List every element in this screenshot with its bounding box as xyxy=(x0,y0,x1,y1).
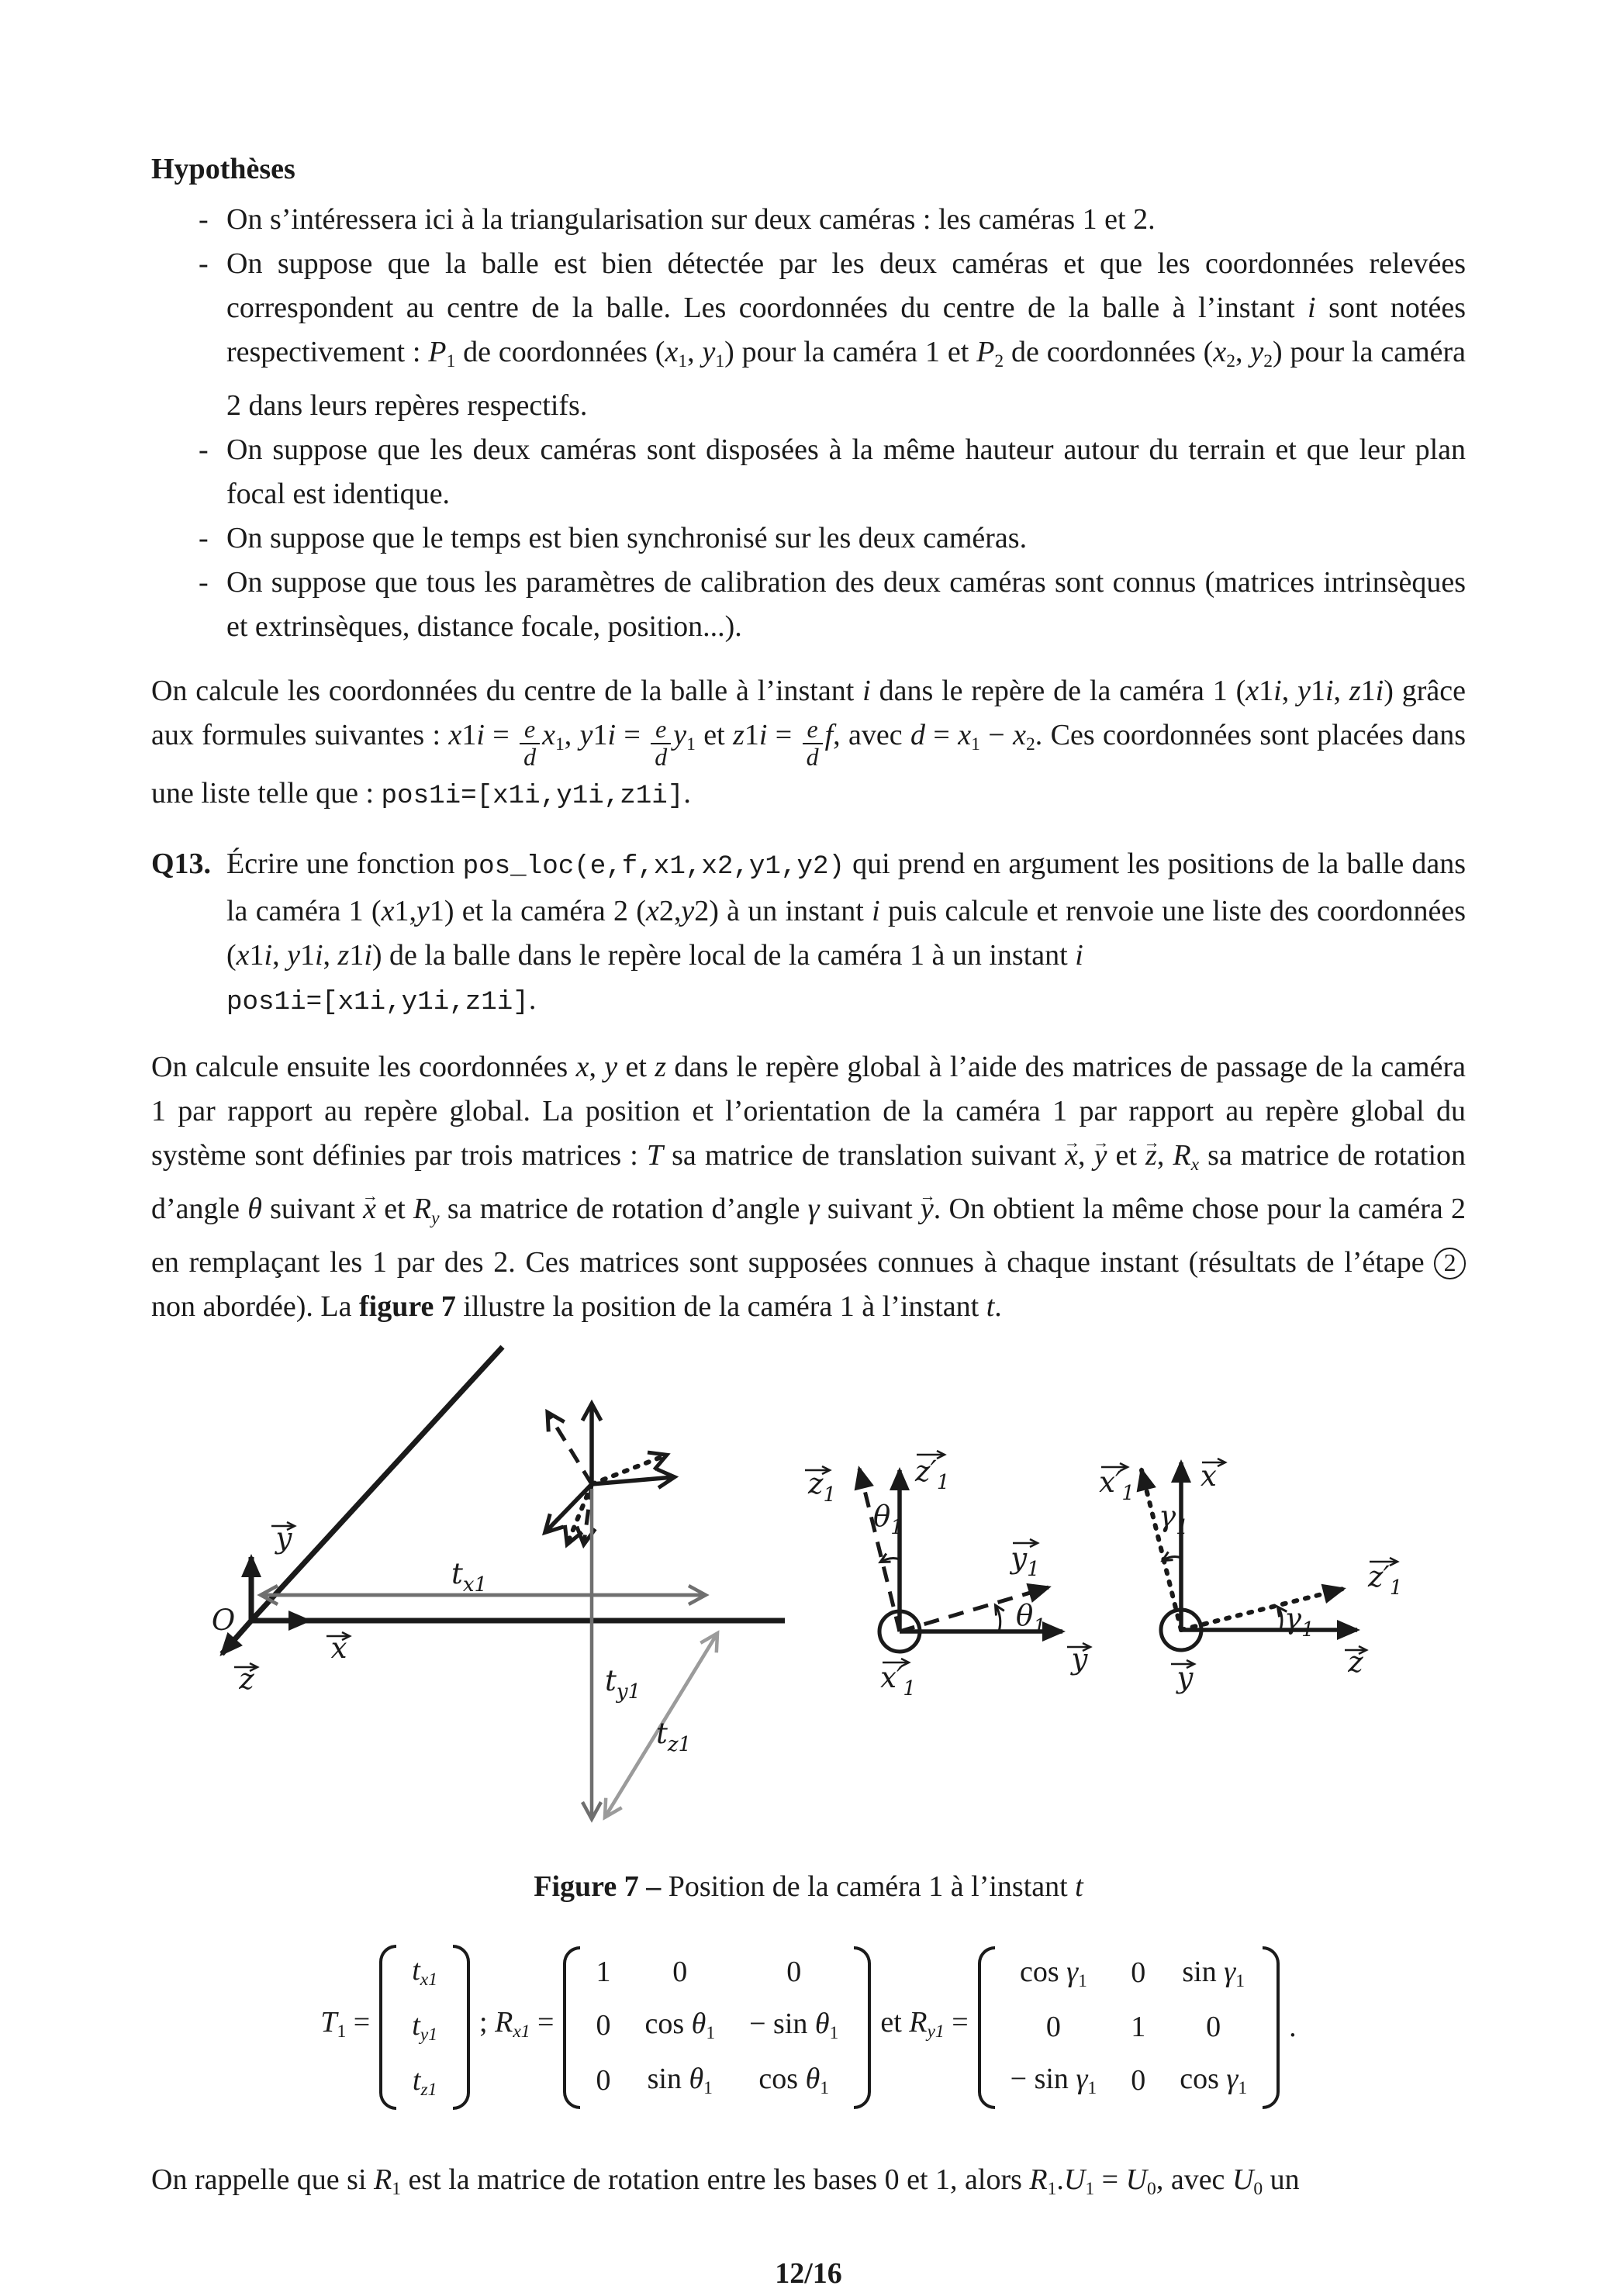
x1-prime-dotted-arrow xyxy=(1142,1470,1181,1630)
right-paren xyxy=(854,1946,871,2109)
rx1-matrix xyxy=(563,1946,871,2109)
bullet-dash: - xyxy=(199,566,209,599)
matrix-cell: 0 xyxy=(1131,2064,1146,2097)
matrix-cell: 0 xyxy=(672,1955,688,1988)
y1-vector-label xyxy=(1009,1542,1039,1581)
hypotheses-list xyxy=(151,198,1466,649)
matrix-cell: tz1 xyxy=(412,2064,437,2101)
figure-7 xyxy=(0,1337,1603,1854)
camera-frame xyxy=(546,1405,673,1543)
question-text: Écrire une fonction pos_loc(e,f,x1,x2,y1,y2) qui prend en argument les positions de la balle dans la caméra 1 (x1,y1) et la caméra 2 (x2,y2) à un instant i puis calcule et renvoie une liste des coordonnées (x1i, y1i, z1i) de la balle dans le repère local de la caméra 1 à un instant i pos1i=[x1i,y1i,z1i]. xyxy=(226,847,1466,1017)
list-item-text: On suppose que tous les paramètres de calibration des deux caméras sont connus (matrices intrinsèques et extrinsèques, distance focale, position...). xyxy=(226,566,1466,644)
gamma-rotation-diagram xyxy=(1099,1459,1402,1694)
matrix-cell: tx1 xyxy=(412,1953,438,1990)
gamma-angle-arc-top xyxy=(1163,1556,1181,1559)
svg-text:x′1: $x'_1$ xyxy=(1099,1465,1135,1505)
bullet-dash: - xyxy=(199,203,209,236)
t1-matrix-cells xyxy=(396,1945,453,2110)
matrix-cell: ty1 xyxy=(412,2008,438,2045)
rx1-lhs: ; Rx1 = xyxy=(479,2005,554,2042)
list-item-text: On s’intéressera ici à la triangularisation sur deux caméras : les caméras 1 et 2. xyxy=(226,203,1156,236)
matrix-cell: sin γ1 xyxy=(1182,1955,1245,1991)
left-paren xyxy=(379,1945,396,2110)
equation-period: . xyxy=(1289,2011,1297,2044)
ry1-lhs: et Ry1 = xyxy=(880,2005,969,2042)
z1-prime-dotted-arrow xyxy=(1181,1589,1343,1630)
camera-dashed-upleft-arrow xyxy=(548,1414,592,1484)
list-item xyxy=(199,428,1466,516)
matrix-cell: cos γ1 xyxy=(1019,1955,1087,1991)
section-heading: Hypothèses xyxy=(151,153,295,185)
z-vector-label xyxy=(234,1662,257,1696)
origin-label: O xyxy=(211,1603,236,1637)
svg-text:z′1: $z'_1$ xyxy=(915,1454,950,1494)
paragraph-rotation-reminder: On rappelle que si R1 est la matrice de rotation entre les bases 0 et 1, alors R1.U1 = U0, avec U0 un xyxy=(151,2163,1300,2200)
z-vector-label xyxy=(1345,1645,1366,1679)
gamma1-label-bottom: $\gamma_1$ xyxy=(1284,1601,1315,1642)
z1-prime-vector-label xyxy=(1367,1560,1402,1600)
theta-rotation-diagram xyxy=(805,1455,1090,1700)
tx1-label: $t_{x1}$ xyxy=(451,1556,488,1597)
svg-text:y1: $y_1$ xyxy=(1011,1541,1040,1581)
left-paren xyxy=(563,1946,580,2109)
t1-matrix xyxy=(379,1945,470,2110)
paragraph-local-coordinates: On calcule les coordonnées du centre de la balle à l’instant i dans le repère de la caméra 1 (x1i, y1i, z1i) grâce aux formules suivantes : x1i = $\frac{e}{d}$ x1, y1i = $\frac{e}{d}$ y1 et z1i = $\frac{e}{d}$ f, avec d = x1 − x2. Ces coordonnées sont placées dans une liste telle que : pos1i=[x1i,y1i,z1i]. xyxy=(151,675,1467,811)
figure-caption-variable: t xyxy=(1075,1870,1083,1903)
bullet-dash: - xyxy=(199,433,209,467)
figure-caption-text: Position de la caméra 1 à l’instant xyxy=(661,1870,1076,1903)
theta-angle-arc-bottom xyxy=(996,1606,1000,1631)
matrix-cell: cos θ1 xyxy=(758,2063,830,2099)
right-paren xyxy=(1263,1946,1280,2109)
page-number: 12/16 xyxy=(775,2257,842,2291)
svg-text:z′1: $z'_1$ xyxy=(1368,1559,1403,1600)
ry1-matrix xyxy=(978,1946,1280,2109)
matrix-cell: 0 xyxy=(596,2064,611,2097)
theta1-label-top: $\theta_1$ xyxy=(873,1499,903,1539)
matrix-cell: 1 xyxy=(1131,2010,1146,2043)
matrix-cell: 0 xyxy=(786,1955,802,1988)
x-vector-label xyxy=(1201,1459,1225,1493)
ty1-label: $t_{y1}$ xyxy=(605,1663,641,1704)
list-item xyxy=(199,198,1466,242)
x1-prime-vector-label xyxy=(880,1661,916,1700)
list-item-text: On suppose que le temps est bien synchronisé sur les deux caméras. xyxy=(226,522,1028,555)
paragraph-global-coordinates: On calcule ensuite les coordonnées x, y et z dans le repère global à l’aide des matrices de passage de la caméra 1 par rapport au repère global. La position et l’orientation de la caméra 1 par rapport au repère global du système sont définies par trois matrices : T sa matrice de translation suivant x →, y → et z →, Rx sa matrice de rotation d’angle θ suivant x → et Ry sa matrice de rotation d’angle γ suivant y →. On obtient la même chose pour la caméra 2 en remplaçant les 1 par des 2. Ces matrices sont supposées connues à chaque instant (résultats de l’étape 2 non abordée). La figure 7 illustre la position de la caméra 1 à l’instant t. xyxy=(151,1045,1466,1329)
figure-caption-label: Figure 7 – xyxy=(534,1870,662,1903)
y-vector-label xyxy=(1171,1661,1194,1694)
matrix-cell: 0 xyxy=(596,2008,611,2042)
list-item xyxy=(199,242,1467,428)
bullet-dash: - xyxy=(199,247,209,280)
bullet-dash: - xyxy=(199,522,209,555)
matrix-cell: 1 xyxy=(596,1955,611,1988)
matrix-cell: − sin γ1 xyxy=(1010,2063,1097,2099)
ry1-matrix-cells xyxy=(995,1946,1263,2109)
matrix-cell: − sin θ1 xyxy=(749,2008,839,2044)
theta1-label-bottom: $\theta_1$ xyxy=(1016,1598,1046,1638)
matrix-cell: 0 xyxy=(1131,1956,1146,1990)
question-13 xyxy=(151,842,1466,1025)
svg-text:y: y xyxy=(275,1521,292,1555)
matrix-cell: cos θ1 xyxy=(644,2008,716,2044)
matrices-equation xyxy=(151,1945,1466,2110)
gamma1-label-top: $\gamma_1$ xyxy=(1159,1499,1189,1539)
figure-caption xyxy=(151,1865,1466,1909)
theta-angle-arc-top xyxy=(881,1558,900,1561)
list-item xyxy=(199,561,1466,649)
matrix-cell: 0 xyxy=(1045,2010,1061,2043)
z1-vector-label xyxy=(805,1467,836,1507)
t1-lhs: T1 = xyxy=(320,2005,371,2042)
left-paren xyxy=(978,1946,995,2109)
list-item-text: On suppose que la balle est bien détectée par les deux caméras et que les coordonnées relevées correspondent au centre de la balle. Les coordonnées du centre de la balle à l’instant i sont notées respectivement : P1 de coordonnées (x1, y1) pour la caméra 1 et P2 de coordonnées (x2, y2) pour la caméra 2 dans leurs repères respectifs. xyxy=(226,247,1467,423)
svg-text:y: y xyxy=(1176,1660,1194,1694)
z1-dashed-arrow xyxy=(859,1469,900,1631)
right-paren xyxy=(453,1945,470,2110)
svg-text:x′1: $x'_1$ xyxy=(880,1660,916,1700)
svg-text:y: y xyxy=(1071,1642,1088,1676)
question-label: Q13. xyxy=(151,847,212,880)
tz1-label: $t_{z1}$ xyxy=(656,1716,692,1756)
svg-text:z: z xyxy=(239,1662,254,1696)
gamma-angle-arc-bottom xyxy=(1278,1607,1282,1630)
svg-text:x: x xyxy=(1201,1459,1217,1493)
x1-prime-vector-label xyxy=(1099,1466,1135,1505)
list-item-text: On suppose que les deux caméras sont disposées à la même hauteur autour du terrain et que leur plan focal est identique. xyxy=(226,433,1466,511)
global-frame xyxy=(212,1347,785,1696)
matrix-cell: cos γ1 xyxy=(1180,2063,1248,2099)
svg-text:z1: $z_1$ xyxy=(807,1466,836,1507)
matrix-cell: sin θ1 xyxy=(647,2063,713,2099)
svg-text:z: z xyxy=(1348,1645,1363,1679)
z1-prime-vector-label xyxy=(914,1455,949,1494)
svg-text:x: x xyxy=(330,1631,347,1665)
y-vector-label xyxy=(271,1521,295,1555)
rx1-matrix-cells xyxy=(580,1946,854,2109)
y-vector-label xyxy=(1067,1642,1090,1676)
x-vector-label xyxy=(326,1631,350,1665)
list-item xyxy=(199,516,1466,561)
figure-7-diagram xyxy=(0,1337,1603,1841)
matrix-cell: 0 xyxy=(1206,2010,1221,2043)
